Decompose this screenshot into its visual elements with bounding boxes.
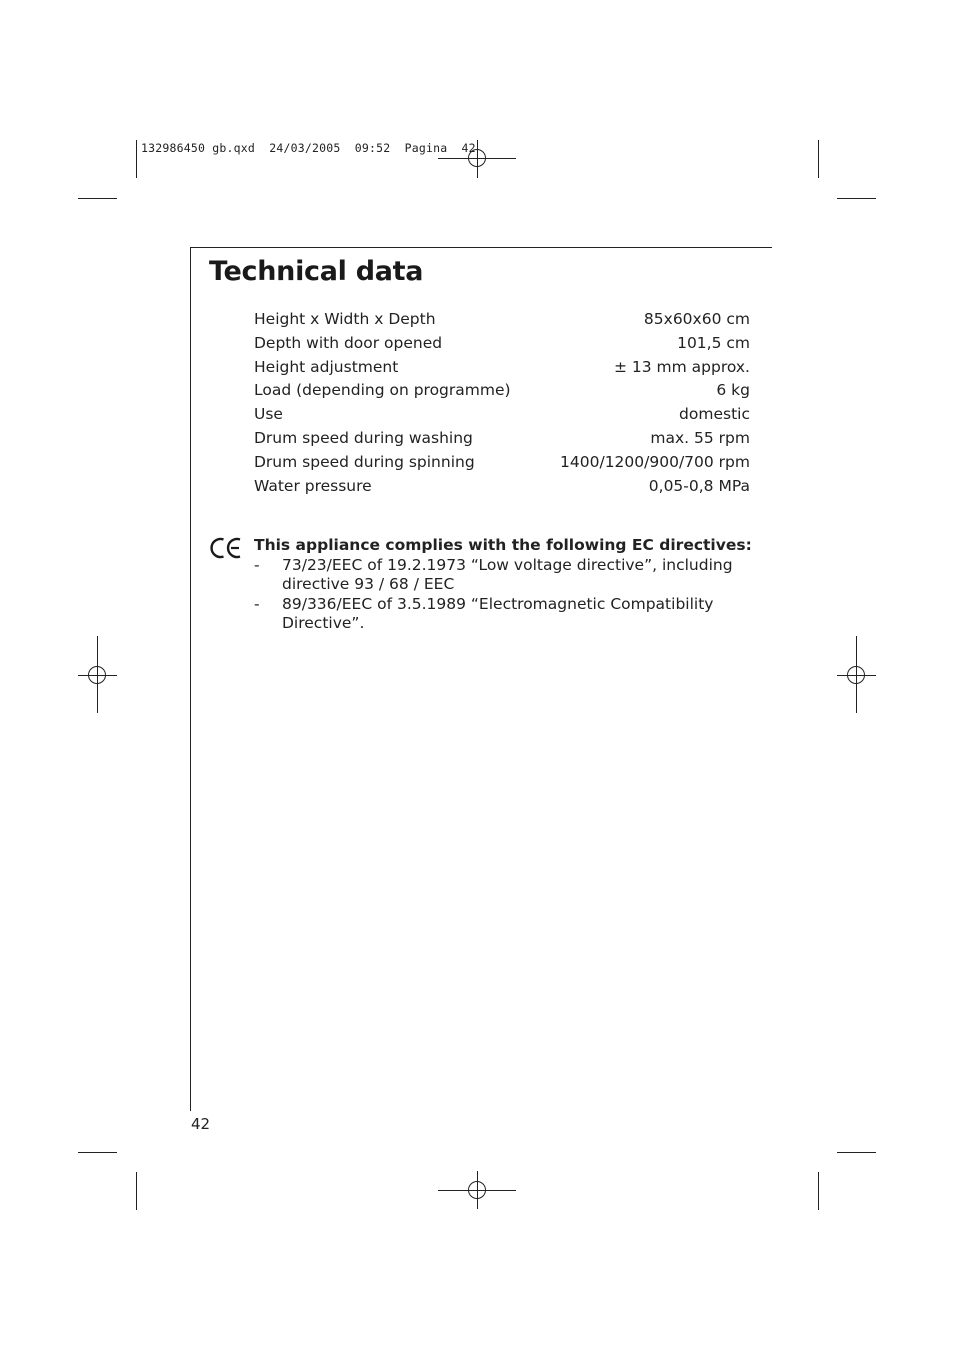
spec-value: 6 kg: [716, 381, 750, 400]
spec-row: [254, 451, 750, 475]
spec-table: [254, 308, 750, 498]
crop-mark: [136, 1172, 137, 1210]
spec-value: 0,05-0,8 MPa: [648, 476, 750, 495]
spec-row: [254, 308, 750, 332]
spec-value: domestic: [679, 405, 750, 424]
crop-mark: [818, 140, 819, 178]
directive-item: [254, 556, 764, 595]
directive-text: 73/23/EEC of 19.2.1973 “Low voltage directive”, including directive 93 / 68 / EEC: [282, 555, 733, 593]
page-title: Technical data: [209, 256, 424, 287]
compliance-heading: This appliance complies with the following EC directives:: [254, 536, 752, 554]
spec-row: [254, 379, 750, 403]
spec-label: Load (depending on programme): [254, 381, 511, 400]
list-bullet: -: [254, 555, 260, 574]
spec-label: Drum speed during washing: [254, 428, 473, 447]
crop-mark: [78, 1152, 117, 1153]
spec-row: [254, 356, 750, 380]
crop-mark: [136, 140, 137, 178]
spec-row: [254, 427, 750, 451]
compliance-statement: [254, 536, 764, 634]
spec-label: Use: [254, 405, 283, 424]
crop-mark: [837, 1152, 876, 1153]
spec-value: 85x60x60 cm: [643, 310, 750, 328]
ce-mark-icon: [209, 536, 243, 560]
spec-row: [254, 475, 750, 499]
spec-row: [254, 403, 750, 427]
crop-mark: [837, 198, 876, 199]
spec-label: Height adjustment: [254, 357, 399, 376]
spec-label: Depth with door opened: [254, 333, 443, 352]
spec-value: ± 13 mm approx.: [613, 357, 750, 376]
spec-label: Water pressure: [254, 476, 372, 495]
header-rule: [190, 247, 772, 248]
page-number: 42: [191, 1115, 211, 1133]
spec-row: [254, 332, 750, 356]
margin-rule: [190, 247, 191, 1111]
spec-value: 1400/1200/900/700 rpm: [560, 452, 750, 471]
crop-mark: [78, 198, 117, 199]
spec-value: 101,5 cm: [677, 333, 750, 352]
directive-item: [254, 595, 764, 634]
spec-label: Height x Width x Depth: [254, 310, 436, 328]
list-bullet: -: [254, 594, 260, 613]
spec-value: max. 55 rpm: [650, 428, 750, 447]
crop-mark: [818, 1172, 819, 1210]
print-slug: 132986450 gb.qxd 24/03/2005 09:52 Pagina 42: [141, 141, 476, 155]
directive-text: 89/336/EEC of 3.5.1989 “Electromagnetic Compatibility Directive”.: [282, 594, 714, 632]
spec-label: Drum speed during spinning: [254, 452, 475, 471]
